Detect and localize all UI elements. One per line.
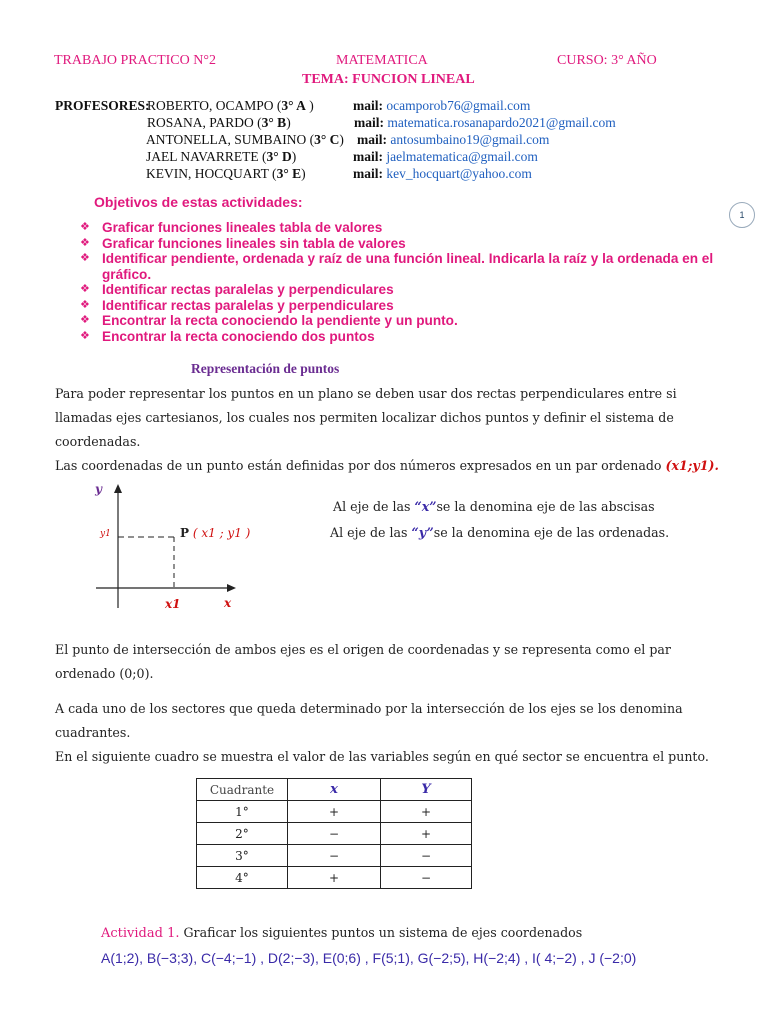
abscisas-text: Al eje de las “x”se la denomina eje de las abscisas [333, 499, 655, 514]
actividad-heading: Actividad 1. Graficar los siguientes puntos un sistema de ejes coordenados [101, 925, 583, 941]
mail-4: mail: jaelmatematica@gmail.com [353, 149, 538, 164]
objetivo-item: ❖ Graficar funciones lineales tabla de valores [80, 220, 383, 235]
header-title: TRABAJO PRACTICO N°2 [54, 53, 216, 68]
header-topic: TEMA: FUNCION LINEAL [302, 72, 475, 87]
header-y: Y [381, 779, 472, 801]
paragraph-ejes: Para poder representar los puntos en un plano se deben usar dos rectas perpendiculares entre si llamadas ejes cartesianos, los cuales nos permiten localizar dichos puntos y definir el sistema de coordenadas. [55, 386, 677, 449]
table-cell: 1° [197, 801, 288, 823]
x1-label: x1 [165, 597, 181, 611]
header-subject: MATEMATICA [336, 53, 428, 68]
cartesian-graph [90, 480, 260, 615]
diamond-bullet-icon: ❖ [80, 298, 90, 311]
diamond-bullet-icon: ❖ [80, 221, 90, 233]
mail-3: mail: antosumbaino19@gmail.com [357, 132, 550, 147]
ordered-pair: (x1;y1) [665, 458, 715, 473]
profesor-1: ROBERTO, OCAMPO (3° A ) [147, 98, 314, 113]
paragraph-coordenadas: Las coordenadas de un punto están definidas por dos números expresados en un par ordenado (x1;y1). [55, 458, 719, 473]
actividad-title: Actividad 1. [101, 926, 180, 941]
point-p-label: P ( x1 ; y1 ) [180, 526, 251, 540]
objetivo-item: ❖ Encontrar la recta conociendo dos puntos [80, 328, 375, 344]
table-cell: + [381, 823, 472, 845]
diamond-bullet-icon: ❖ [80, 252, 90, 264]
table-cell: 2° [197, 823, 288, 845]
objetivo-item: ❖ Identificar pendiente, ordenada y raíz de una función lineal. Indicarla la raíz y la ordenada en el gráfico. [80, 251, 714, 282]
diamond-bullet-icon: ❖ [80, 283, 90, 295]
diamond-bullet-icon: ❖ [80, 314, 90, 326]
objetivos-list [80, 220, 740, 344]
paragraph-cuadrantes: A cada uno de los sectores que queda determinado por la intersección de los ejes se los denomina cuadrantes. [55, 701, 683, 740]
mail-link-2[interactable]: matematica.rosanapardo2021@gmail.com [387, 115, 616, 130]
paragraph-tabla: En el siguiente cuadro se muestra el valor de las variables según en qué sector se encuentra el punto. [55, 749, 709, 764]
y-axis-label: y [95, 482, 102, 496]
table-cell: + [381, 801, 472, 823]
table-row [197, 801, 472, 823]
table-cell: 3° [197, 845, 288, 867]
profesor-4: JAEL NAVARRETE (3° D) [146, 149, 297, 164]
mail-link-1[interactable]: ocamporob76@gmail.com [386, 98, 531, 113]
ordenadas-text: Al eje de las “y”se la denomina eje de las ordenadas. [330, 525, 670, 540]
header-course: CURSO: 3° AÑO [557, 53, 657, 68]
actividad-points: A(1;2), B(−3;3), C(−4;−1) , D(2;−3), E(0;6) , F(5;1), G(−2;5), H(−2;4) , I( 4;−2) , J (−2;0) [101, 950, 637, 966]
mail-link-3[interactable]: antosumbaino19@gmail.com [390, 132, 550, 147]
table-cell: − [288, 823, 381, 845]
objetivo-item: ❖ Graficar funciones lineales sin tabla de valores [80, 235, 406, 251]
mail-link-4[interactable]: jaelmatematica@gmail.com [386, 149, 538, 164]
table-row [197, 845, 472, 867]
mail-1: mail: ocamporob76@gmail.com [353, 98, 531, 113]
diamond-bullet-icon: ❖ [80, 329, 90, 342]
section-title-representacion: Representación de puntos [191, 361, 340, 376]
table-row [197, 867, 472, 889]
diamond-bullet-icon: ❖ [80, 236, 90, 249]
table-cell: − [288, 845, 381, 867]
y-axis-arrow-icon [114, 484, 122, 493]
page-number-badge: 1 [729, 202, 755, 228]
mail-2: mail: matematica.rosanapardo2021@gmail.com [354, 115, 616, 130]
profesor-2: ROSANA, PARDO (3° B) [147, 115, 291, 130]
table-row [197, 823, 472, 845]
cuadrantes-table [196, 778, 472, 889]
profesores-label: PROFESORES: [55, 98, 150, 113]
objetivo-item: ❖ Encontrar la recta conociendo la pendiente y un punto. [80, 313, 458, 328]
table-header-row [197, 779, 472, 801]
table-cell: − [381, 845, 472, 867]
x-axis-label: x [224, 596, 232, 610]
profesor-3: ANTONELLA, SUMBAINO (3° C) [146, 132, 344, 147]
table-cell: + [288, 867, 381, 889]
x-axis-arrow-icon [227, 584, 236, 592]
header-x: x [288, 779, 381, 801]
objetivo-item: ❖ Identificar rectas paralelas y perpendiculares [80, 282, 394, 297]
mail-link-5[interactable]: kev_hocquart@yahoo.com [386, 166, 532, 181]
mail-5: mail: kev_hocquart@yahoo.com [353, 166, 532, 181]
profesor-5: KEVIN, HOCQUART (3° E) [146, 166, 306, 181]
objetivos-title: Objetivos de estas actividades: [94, 194, 303, 210]
table-cell: + [288, 801, 381, 823]
header-cuadrante: Cuadrante [197, 779, 288, 801]
paragraph-origen: El punto de intersección de ambos ejes es el origen de coordenadas y se representa como el par ordenado (0;0). [55, 642, 671, 681]
objetivo-item: ❖ Identificar rectas paralelas y perpendiculares [80, 297, 394, 313]
table-cell: 4° [197, 867, 288, 889]
y1-label: y1 [100, 529, 111, 539]
table-cell: − [381, 867, 472, 889]
